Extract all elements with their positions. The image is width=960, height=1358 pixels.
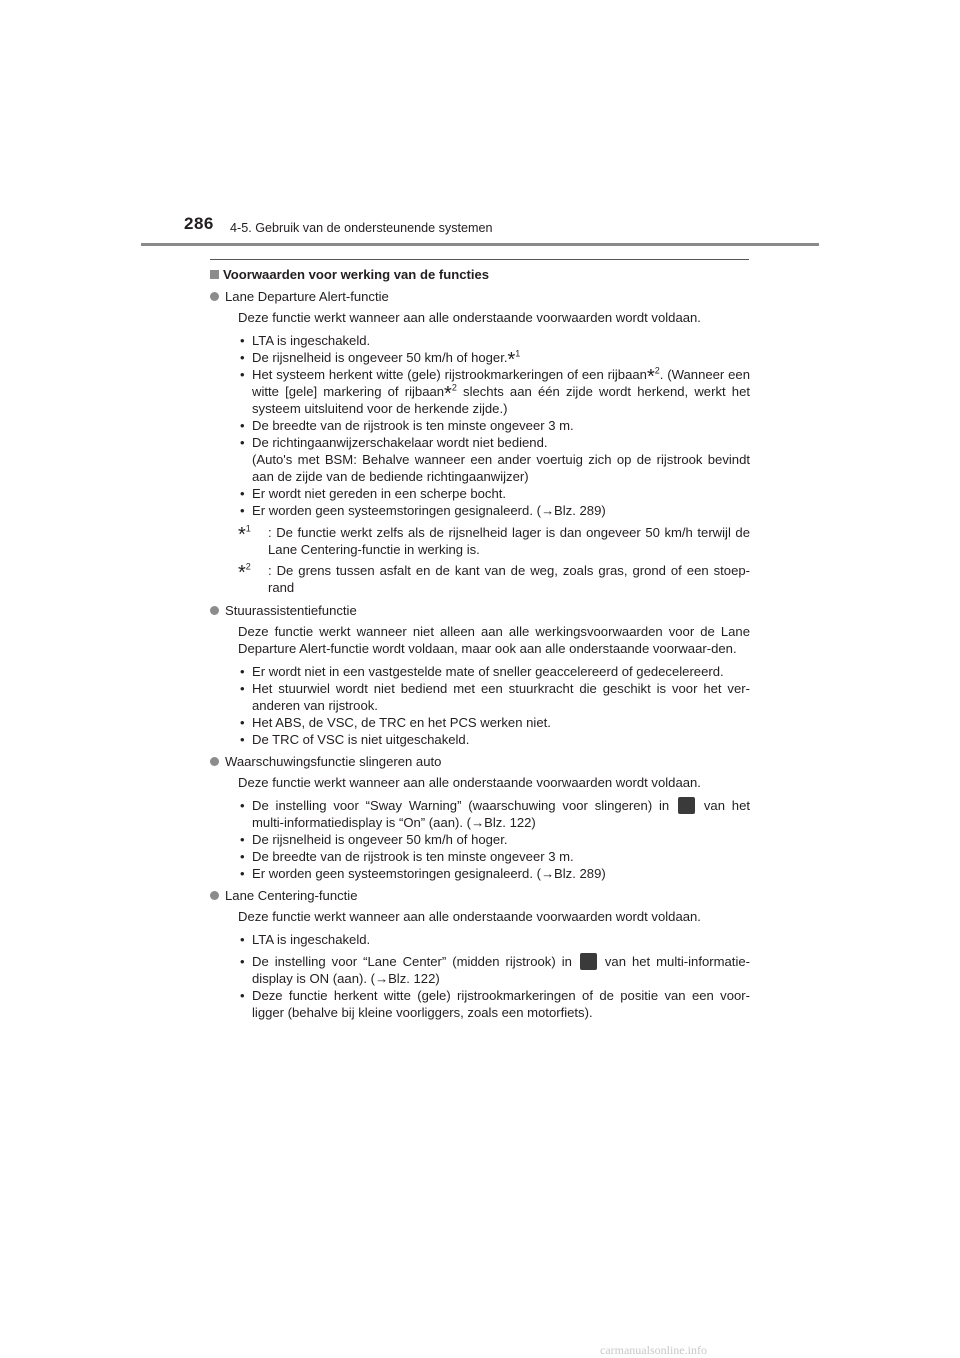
condition-list — [238, 332, 750, 519]
paragraph: Deze functie werkt wanneer aan alle onderstaande voorwaarden wordt voldaan. — [238, 909, 701, 924]
footnote-1: *$^1$ : De functie werkt zelfs als de rijsnelheid lager is dan ongeveer 50 km/h terwijl de Lane Centering-functie in werking is. — [238, 523, 750, 557]
list-item: • Het ABS, de VSC, de TRC en het PCS werken niet. — [238, 714, 750, 731]
condition-list — [238, 663, 750, 748]
list-item: • De rijsnelheid is ongeveer 50 km/h of hoger. — [238, 831, 750, 848]
settings-gear-icon — [580, 953, 597, 970]
paragraph: Deze functie werkt wanneer aan alle onderstaande voorwaarden wordt voldaan. — [238, 775, 701, 790]
list-item: • De rijsnelheid is ongeveer 50 km/h of hoger.*$^1$ — [238, 349, 750, 366]
category-lane-centering: Lane Centering-functie — [210, 887, 750, 904]
category-sway-warning: Waarschuwingsfunctie slingeren auto — [210, 753, 750, 770]
condition-list — [238, 931, 750, 1021]
condition-list — [238, 797, 750, 882]
footnote-2: *$^2$ : De grens tussen asfalt en de kant van de weg, zoals gras, grond of een stoep-rand — [238, 561, 750, 595]
circle-bullet-icon — [210, 757, 219, 766]
circle-bullet-icon — [210, 606, 219, 615]
settings-gear-icon — [678, 797, 695, 814]
header-rule — [141, 243, 819, 246]
list-item: • Er worden geen systeemstoringen gesignaleerd. (→Blz. 289) — [238, 502, 750, 519]
category-lane-departure-alert: Lane Departure Alert-functie — [210, 288, 750, 305]
paragraph: Deze functie werkt wanneer aan alle onderstaande voorwaarden wordt voldaan. — [238, 310, 701, 325]
paragraph: Deze functie werkt wanneer niet alleen aan alle werkingsvoorwaarden voor de Lane Departure Alert-functie wordt voldaan, maar ook aan alle onderstaande voorwaar-den. — [238, 624, 750, 656]
list-item: • De breedte van de rijstrook is ten minste ongeveer 3 m. — [238, 848, 750, 865]
list-item: • Het systeem herkent witte (gele) rijstrookmarkeringen of een rijbaan*$^2$. (Wanneer een witte [gele] markering of rijbaan*$^2$ slechts aan één zijde wordt herkend, werkt het systeem uitsluitend voor de herkende zijde.) — [238, 366, 750, 417]
list-item: • Er wordt niet in een vastgestelde mate of sneller geaccelereerd of gedecelereerd. — [238, 663, 750, 680]
section-title: 4-5. Gebruik van de ondersteunende systemen — [230, 221, 493, 235]
content-rule — [210, 259, 749, 260]
list-item: • Er worden geen systeemstoringen gesignaleerd. (→Blz. 289) — [238, 865, 750, 882]
section-heading: Voorwaarden voor werking van de functies — [210, 266, 750, 283]
square-bullet-icon — [210, 270, 219, 279]
watermark: carmanualsonline.info — [600, 1343, 707, 1357]
page-number: 286 — [184, 214, 214, 233]
category-steering-assist: Stuurassistentiefunctie — [210, 602, 750, 619]
list-item: • De instelling voor “Sway Warning” (waarschuwing voor slingeren) in van het multi-informatiedisplay is “On” (aan). (→Blz. 122) — [238, 797, 750, 831]
list-item: • Deze functie herkent witte (gele) rijstrookmarkeringen of de positie van een voor-ligger (behalve bij kleine voorliggers, zoals een motorfiets). — [238, 987, 750, 1021]
list-item: • Het stuurwiel wordt niet bediend met een stuurkracht die geschikt is voor het ver-anderen van rijstrook. — [238, 680, 750, 714]
circle-bullet-icon — [210, 891, 219, 900]
circle-bullet-icon — [210, 292, 219, 301]
list-item: • LTA is ingeschakeld. — [238, 931, 750, 948]
list-item: • Er wordt niet gereden in een scherpe bocht. — [238, 485, 750, 502]
list-item: • De instelling voor “Lane Center” (midden rijstrook) in van het multi-informatie-display is ON (aan). (→Blz. 122) — [238, 953, 750, 987]
list-item: • De richtingaanwijzerschakelaar wordt niet bediend. (Auto's met BSM: Behalve wanneer een ander voertuig zich op de rijstrook bevindt aan de zijde van de bediende richtingaanwijzer) — [238, 434, 750, 485]
list-item: • LTA is ingeschakeld. — [238, 332, 750, 349]
page-header — [0, 0, 960, 250]
list-item: • De breedte van de rijstrook is ten minste ongeveer 3 m. — [238, 417, 750, 434]
list-item: • De TRC of VSC is niet uitgeschakeld. — [238, 731, 750, 748]
content — [210, 266, 750, 1026]
